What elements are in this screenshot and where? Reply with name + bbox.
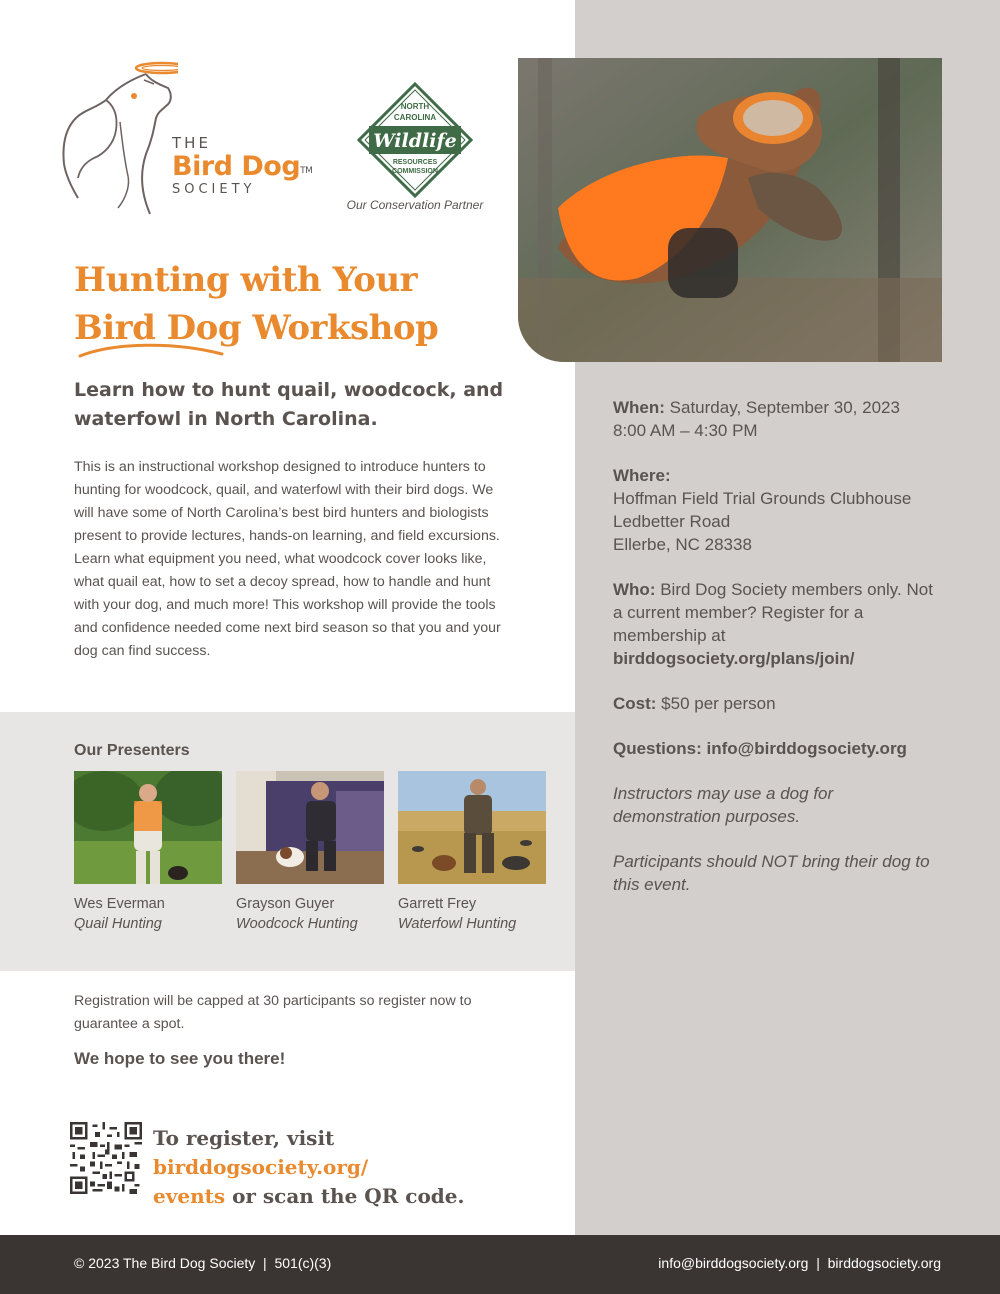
subtitle: Learn how to hunt quail, woodcock, and waterfowl in North Carolina.: [74, 379, 504, 430]
presenter-photo: [398, 771, 546, 884]
title-line2: Bird Dog Workshop: [74, 308, 439, 348]
registration-note: Registration will be capped at 30 participants so register now to guarantee a spot.: [74, 993, 472, 1032]
logo-bird-dog-text: Bird Dog: [172, 151, 301, 182]
participant-note: Participants should NOT bring their dog to this event.: [613, 852, 930, 894]
questions-label: Questions:: [613, 739, 702, 758]
partner-line4: COMMISSION: [392, 168, 438, 175]
presenter-name: Garrett Frey: [398, 896, 477, 912]
when-block: [613, 396, 943, 442]
register-link-cont[interactable]: events: [153, 1184, 226, 1208]
presenter-card: [236, 771, 384, 934]
partner-line3: RESOURCES: [392, 159, 438, 166]
instructor-note: Instructors may use a dog for demonstration purposes.: [613, 784, 834, 826]
footer: [0, 1235, 1000, 1294]
presenter-topic: Woodcock Hunting: [236, 916, 358, 932]
nc-wildlife-logo: [355, 82, 475, 198]
partner-caption: Our Conservation Partner: [346, 198, 484, 212]
where-line3: Ellerbe, NC 28338: [613, 535, 752, 554]
questions-block: [613, 737, 943, 760]
presenter-card: [74, 771, 222, 934]
cost-block: [613, 692, 943, 715]
event-details: [613, 396, 943, 918]
presenters-heading: Our Presenters: [74, 742, 190, 759]
presenter-card: [398, 771, 546, 934]
hero-dog-photo: [518, 58, 942, 362]
title-underline-swoosh: [76, 340, 226, 364]
when-date: Saturday, September 30, 2023: [664, 398, 900, 417]
logo-society: SOCIETY: [172, 182, 256, 197]
trademark: TM: [300, 166, 313, 176]
register-suffix: or scan the QR code.: [225, 1184, 465, 1208]
logo-wordmark: [172, 134, 312, 197]
register-prefix: To register, visit: [153, 1126, 335, 1150]
title-line1: Hunting with Your: [74, 260, 418, 300]
logo-the: THE: [172, 134, 211, 152]
membership-link[interactable]: birddogsociety.org/plans/join/: [613, 649, 855, 668]
presenter-topic: Quail Hunting: [74, 916, 162, 932]
where-line1: Hoffman Field Trial Grounds Clubhouse: [613, 489, 912, 508]
presenter-name: Wes Everman: [74, 896, 165, 912]
page-title: [74, 256, 438, 352]
register-link[interactable]: birddogsociety.org/: [153, 1155, 369, 1179]
questions-email[interactable]: info@birddogsociety.org: [701, 739, 907, 758]
where-line2: Ledbetter Road: [613, 512, 731, 531]
presenter-photo: [236, 771, 384, 884]
presenter-photo: [74, 771, 222, 884]
partner-line2: CAROLINA: [393, 113, 437, 122]
when-time: 8:00 AM – 4:30 PM: [613, 421, 758, 440]
partner-line1: NORTH: [400, 102, 430, 111]
cost-text: $50 per person: [656, 694, 776, 713]
who-text: Bird Dog Society members only. Not a current member? Register for a membership at: [613, 580, 933, 645]
where-label: Where:: [613, 466, 671, 485]
logo-bird-dog: [172, 152, 312, 182]
intro-paragraph: This is an instructional workshop designed to introduce hunters to hunting for woodcock, quail, and waterfowl with their bird dogs. We will have some of North Carolina’s best bird hunters and biologists present to provide lectures, hands-on learning, and field excursions. Learn what equipment you need, what woodcock cover looks like, what quail eat, how to set a decoy spread, how to handle and hunt with your dog, and much more! This workshop will provide the tools and confidence needed come next bird season so that you and your dog can find success.: [74, 459, 501, 659]
partner-name: Wildlife: [373, 130, 457, 152]
footer-contact[interactable]: info@birddogsociety.org | birddogsociety.org: [658, 1255, 941, 1271]
presenter-name: Grayson Guyer: [236, 896, 335, 912]
dog-head-icon: [58, 58, 178, 218]
where-block: [613, 464, 943, 556]
qr-code[interactable]: [70, 1122, 142, 1194]
presenter-topic: Waterfowl Hunting: [398, 916, 517, 932]
cost-label: Cost:: [613, 694, 657, 713]
closing-line: We hope to see you there!: [74, 1049, 286, 1068]
register-callout: [153, 1124, 553, 1211]
who-block: [613, 578, 943, 670]
footer-copyright: © 2023 The Bird Dog Society | 501(c)(3): [74, 1255, 332, 1271]
when-label: When:: [613, 398, 665, 417]
who-label: Who:: [613, 580, 656, 599]
